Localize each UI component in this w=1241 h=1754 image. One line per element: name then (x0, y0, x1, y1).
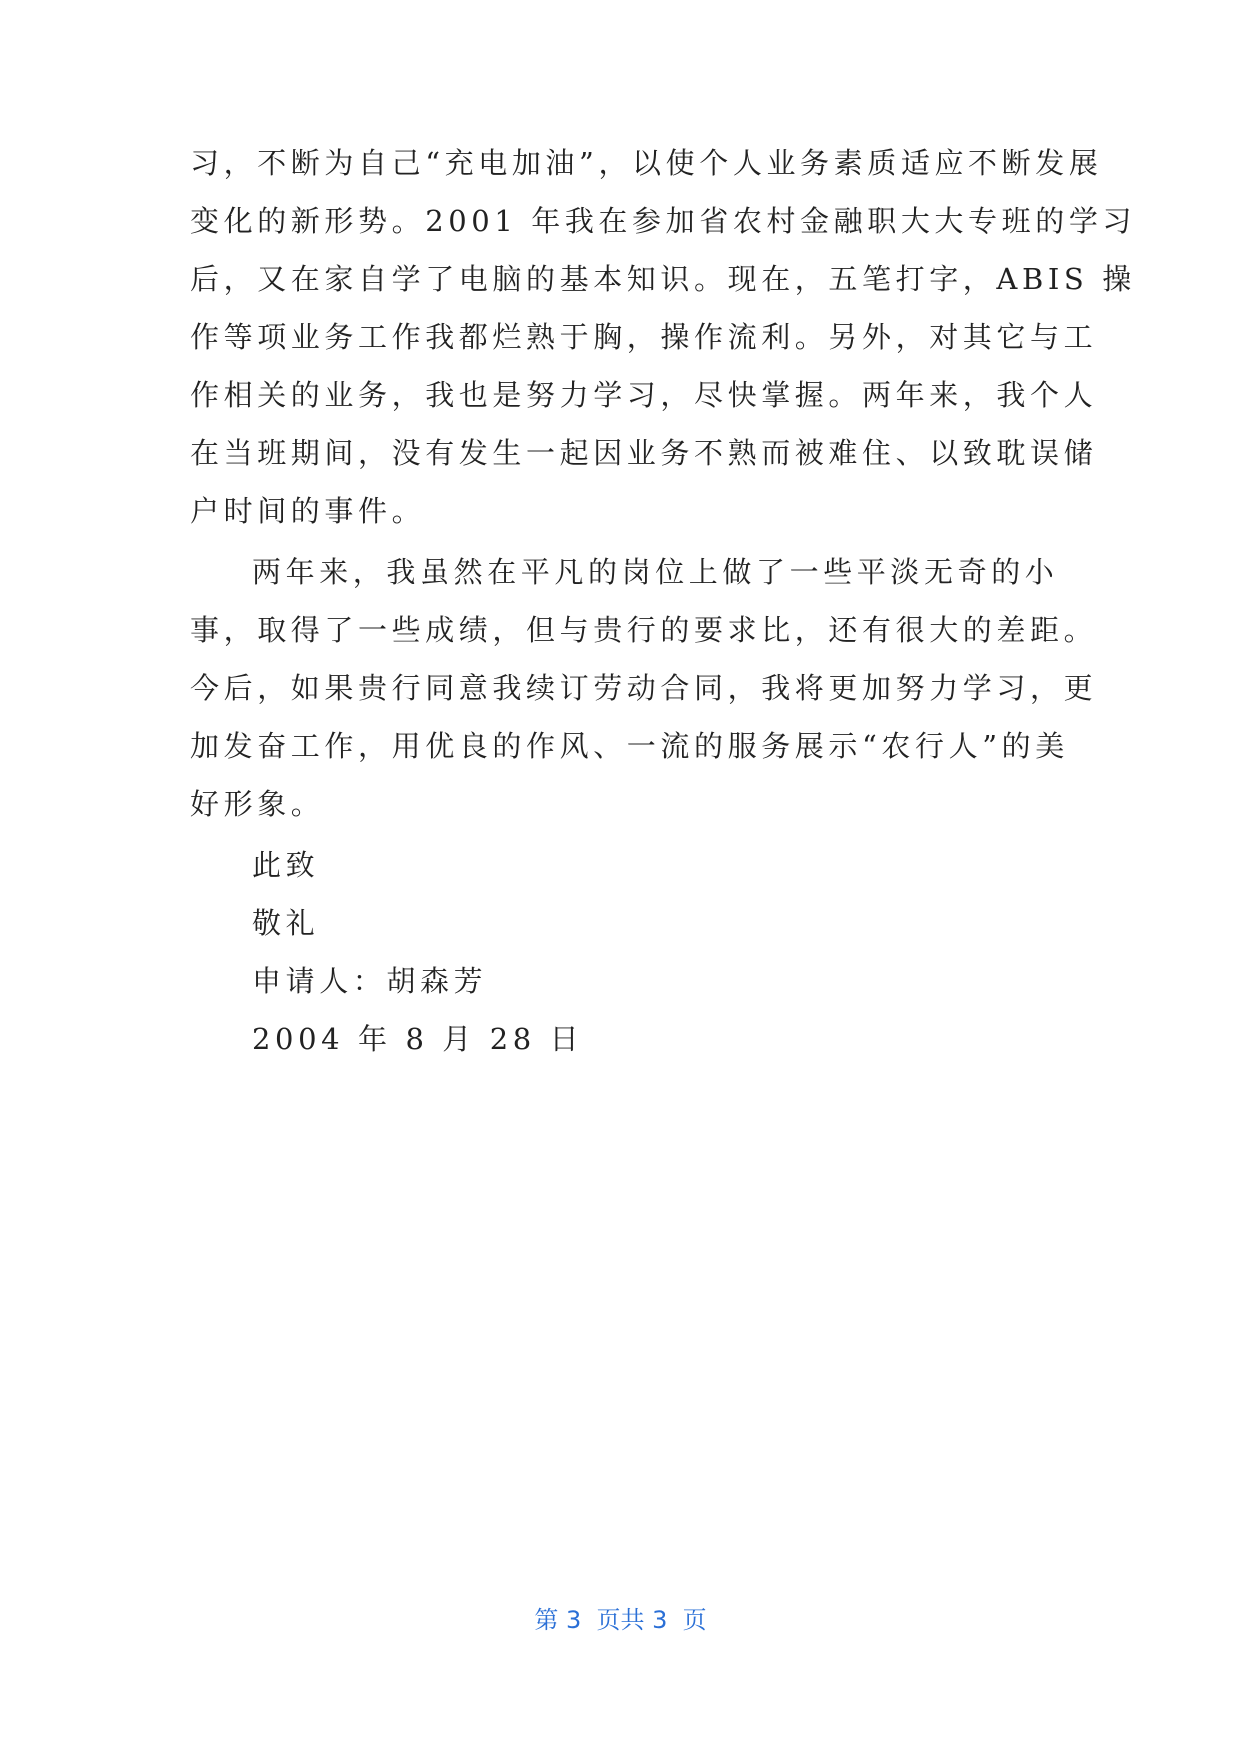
paragraph-1-line-1: 习，不断为自己“充电加油”，以使个人业务素质适应不断发展 (190, 146, 1103, 180)
paragraph-2-line-4: 加发奋工作，用优良的作风、一流的服务展示“农行人”的美 (190, 729, 1069, 763)
paragraph-2-line-3: 今后，如果贵行同意我续订劳动合同，我将更加努力学习，更 (190, 671, 1098, 705)
paragraph-2-line-1: 两年来，我虽然在平凡的岗位上做了一些平淡无奇的小 (252, 555, 1059, 589)
paragraph-1-line-2: 变化的新形势。2001 年我在参加省农村金融职大大专班的学习 (190, 204, 1137, 238)
paragraph-1-line-3: 后，又在家自学了电脑的基本知识。现在，五笔打字，ABIS 操 (190, 262, 1136, 296)
applicant-signature: 申请人：胡森芳 (252, 964, 488, 998)
page-number-footer: 第 3 页共 3 页 (534, 1606, 707, 1634)
letter-date: 2004 年 8 月 28 日 (252, 1022, 584, 1056)
paragraph-1-line-7: 户时间的事件。 (190, 494, 426, 528)
paragraph-2-line-2: 事，取得了一些成绩，但与贵行的要求比，还有很大的差距。 (190, 613, 1098, 647)
closing-regards: 敬礼 (252, 906, 320, 940)
paragraph-1-line-6: 在当班期间，没有发生一起因业务不熟而被难住、以致耽误储 (190, 436, 1098, 470)
paragraph-2-line-5: 好形象。 (190, 787, 325, 821)
closing-salutation: 此致 (252, 848, 320, 882)
paragraph-1-line-4: 作等项业务工作我都烂熟于胸，操作流利。另外，对其它与工 (190, 320, 1098, 354)
paragraph-1-line-5: 作相关的业务，我也是努力学习，尽快掌握。两年来，我个人 (190, 378, 1098, 412)
